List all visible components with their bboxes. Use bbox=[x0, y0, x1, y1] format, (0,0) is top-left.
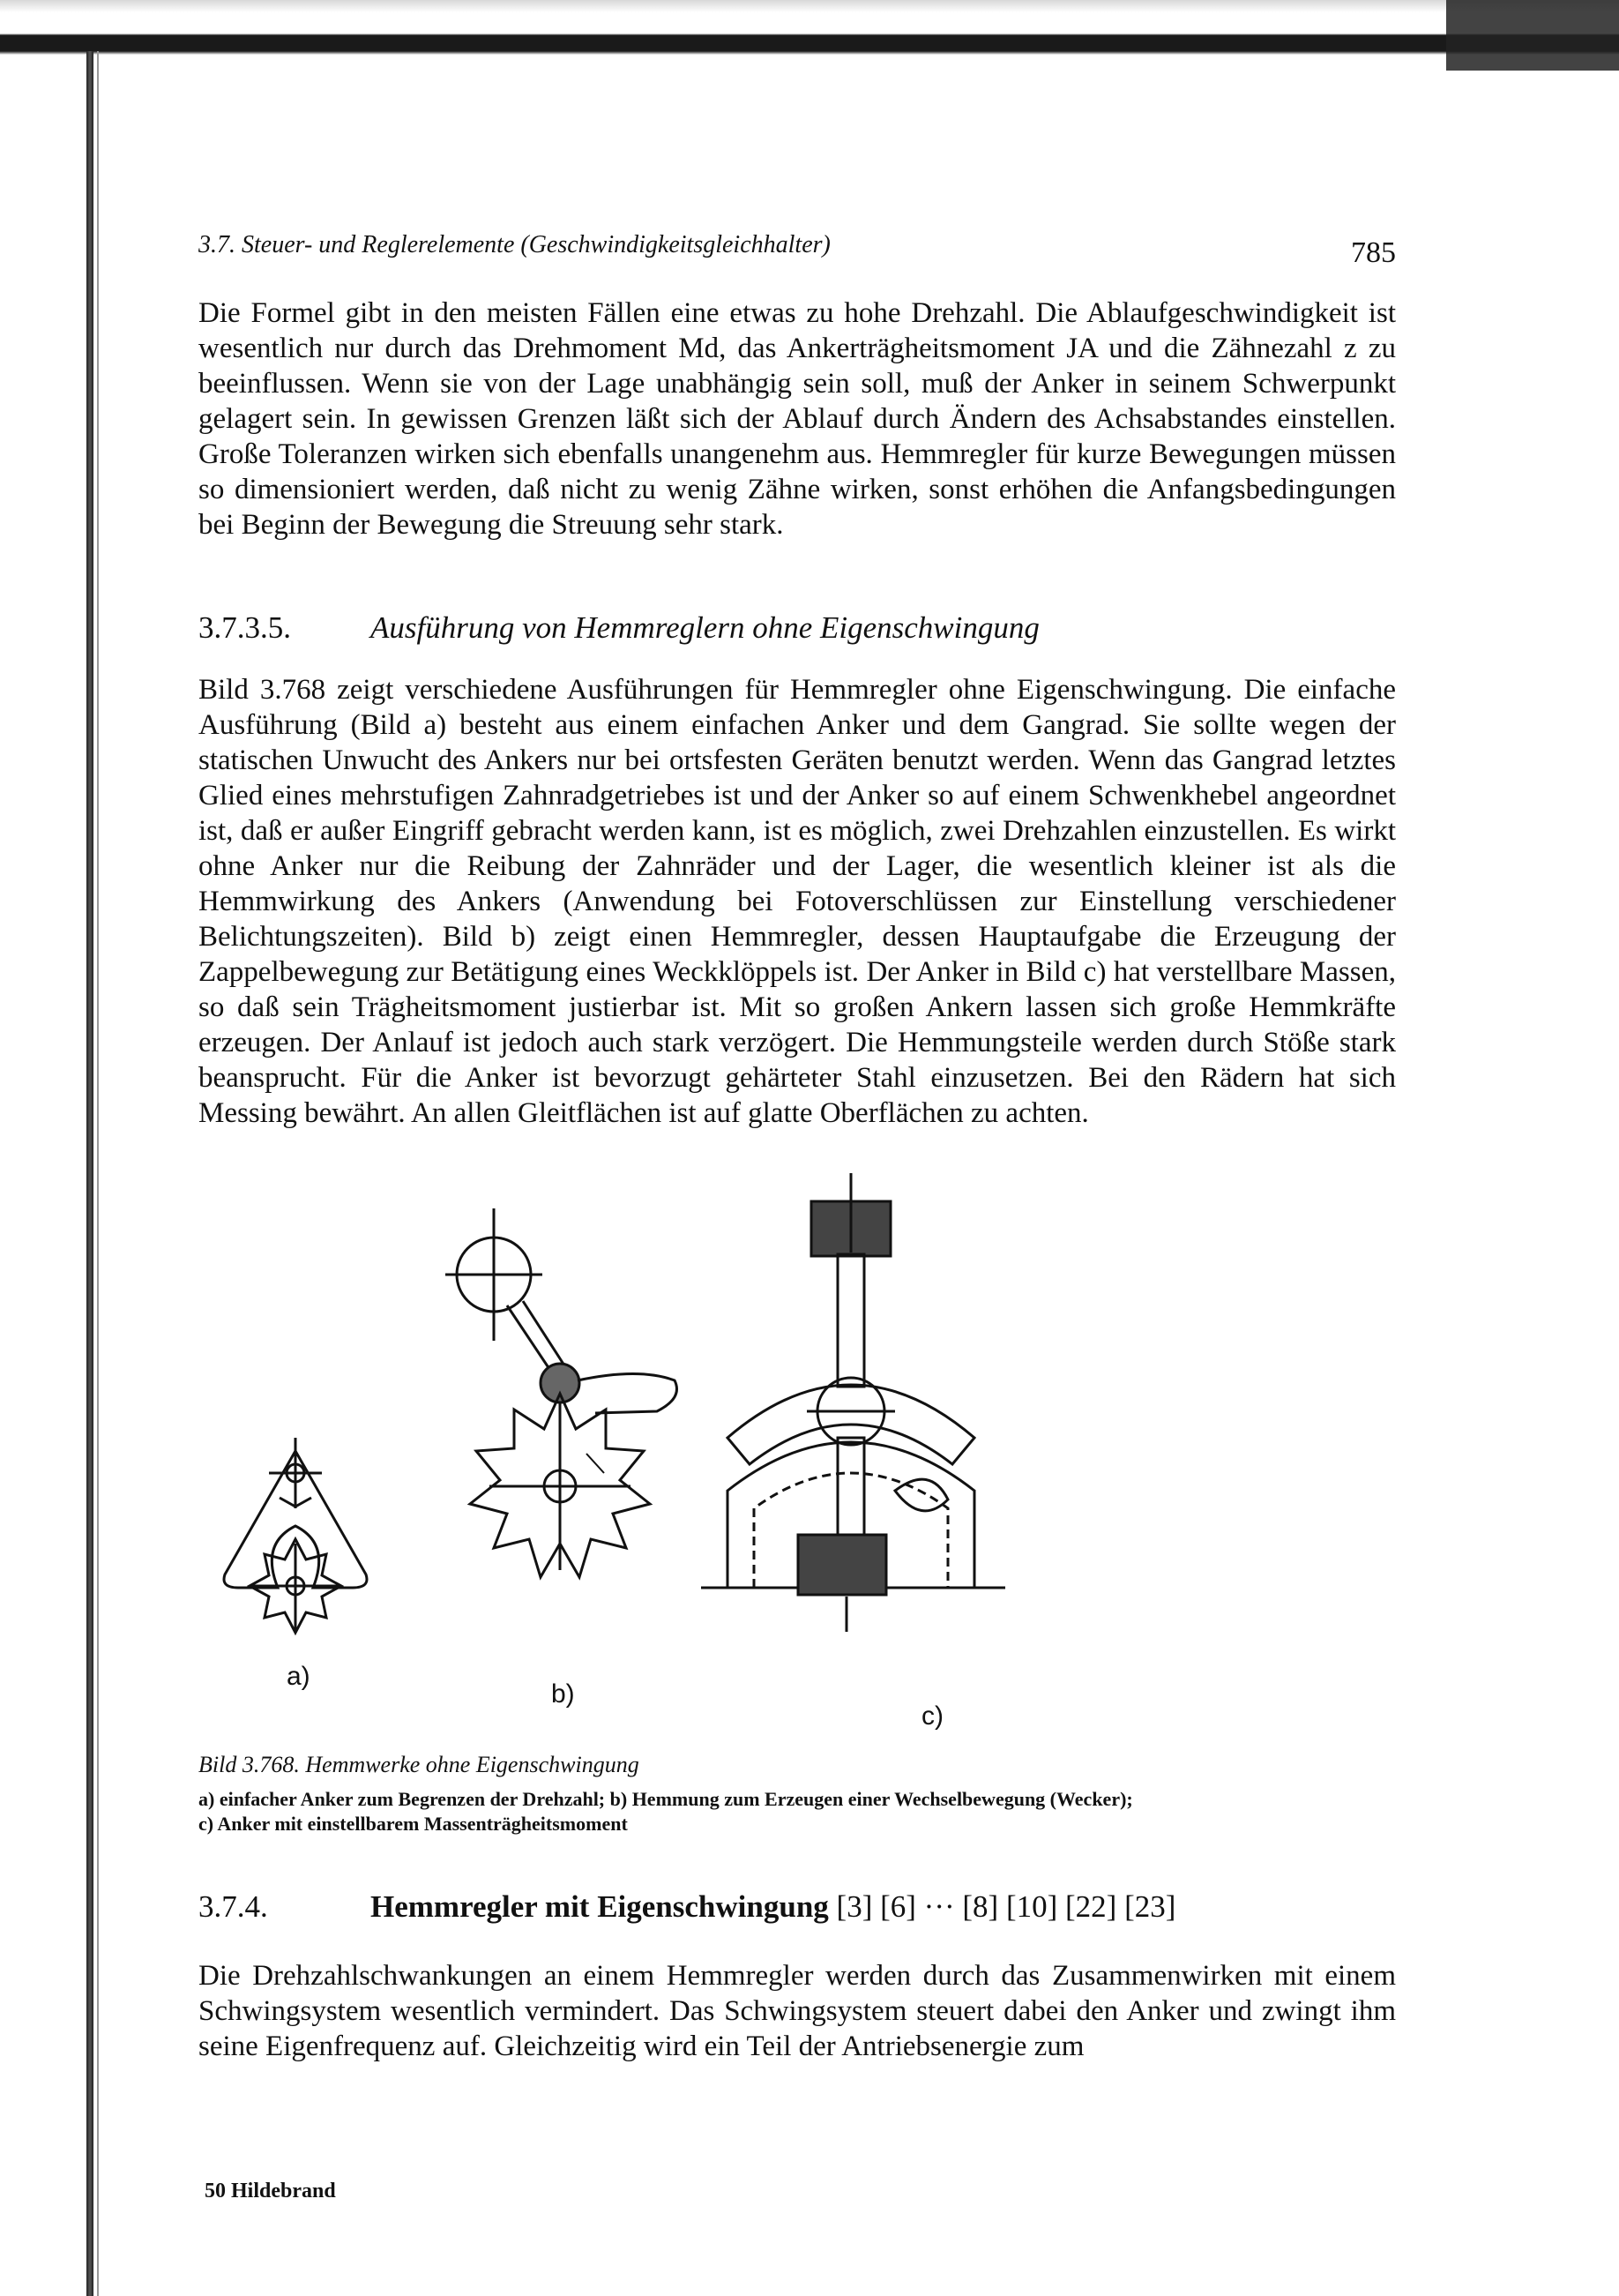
heading-title: Ausführung von Hemmreglern ohne Eigenschwingung bbox=[370, 610, 1040, 645]
heading-number: 3.7.4. bbox=[198, 1889, 268, 1924]
figure-a-escape-wheel bbox=[250, 1539, 341, 1633]
footer-signature: 50 Hildebrand bbox=[205, 2180, 336, 2203]
running-head bbox=[198, 231, 1396, 269]
figure-label-c: c) bbox=[921, 1701, 944, 1731]
paragraph-3: Die Drehzahlschwankungen an einem Hemmregler werden durch das Zusammenwirken mit einem Schwingsystem wesentlich vermindert. Das Schwingsystem steuert dabei den Anker und zwingt ihm seine Eigenfrequenz auf. Gleichzeitig wird ein Teil der Antriebsenergie zum bbox=[198, 1960, 1396, 2062]
figure-caption-line-2: c) Anker mit einstellbarem Massenträgheitsmoment bbox=[198, 1813, 628, 1835]
heading-title: Hemmregler mit Eigenschwingung bbox=[370, 1889, 829, 1924]
figure-label-b: b) bbox=[551, 1679, 575, 1709]
figure-c-upper-mass bbox=[811, 1173, 891, 1387]
figure-b-escape-wheel bbox=[470, 1394, 650, 1577]
figure-label-a: a) bbox=[287, 1662, 310, 1691]
running-head-section: 3.7. Steuer- und Reglerelemente (Geschwindigkeitsgleichhalter) bbox=[198, 231, 831, 258]
binding-edge-inner bbox=[97, 51, 99, 2296]
heading-number: 3.7.3.5. bbox=[198, 610, 291, 645]
figure-b-hammer bbox=[445, 1208, 677, 1413]
heading-3-7-4 bbox=[198, 1888, 1396, 1926]
heading-3-7-3-5 bbox=[198, 609, 1396, 647]
figure-caption-text bbox=[198, 1787, 1396, 1836]
heading-references: [3] [6] ··· [8] [10] [22] [23] bbox=[836, 1889, 1176, 1924]
scan-edge bbox=[0, 0, 1619, 71]
figure-caption-line-1: a) einfacher Anker zum Begrenzen der Drehzahl; b) Hemmung zum Erzeugen einer Wechselbewegung (Wecker); bbox=[198, 1788, 1133, 1810]
binding-edge bbox=[86, 51, 93, 2296]
figure-c-lower-mass bbox=[798, 1438, 886, 1632]
figure-caption-title: Bild 3.768. Hemmwerke ohne Eigenschwingung bbox=[198, 1752, 639, 1777]
paragraph-2: Bild 3.768 zeigt verschiedene Ausführungen für Hemmregler ohne Eigenschwingung. Die einfache Ausführung (Bild a) besteht aus einem einfachen Anker und dem Gangrad. Sie sollte wegen der statischen Unwucht des Ankers nur bei ortsfesten Geräten benutzt werden. Wenn das Gangrad letztes Glied eines mehrstufigen Zahnradgetriebes ist und der Anker so auf einem Schwenkhebel angeordnet ist, daß er außer Eingriff gebracht werden kann, ist es möglich, zwei Drehzahlen einzustellen. Es wirkt ohne Anker nur die Reibung der Zahnräder und der Lager, die wesentlich kleiner ist als die Hemmwirkung des Ankers (Anwendung bei Fotoverschlüssen zur Einstellung verschiedener Belichtungszeiten). Bild b) zeigt einen Hemmregler, dessen Hauptaufgabe die Erzeugung der Zappelbewegung zur Betätigung eines Weckklöppels ist. Der Anker in Bild c) hat verstellbare Massen, so daß sein Trägheitsmoment justierbar ist. Mit so großen Ankern lassen sich große Hemmkräfte erzeugen. Der Anlauf ist jedoch auch stark verzögert. Die Hemmungsteile werden durch Stöße stark beansprucht. Für die Anker ist bevorzugt gehärteter Stahl einzusetzen. Bei den Rädern hat sich Messing bewährt. An allen Gleitflächen ist auf glatte Oberflächen zu achten. bbox=[198, 674, 1396, 1129]
page-number: 785 bbox=[1351, 236, 1396, 269]
paragraph-1: Die Formel gibt in den meisten Fällen eine etwas zu hohe Drehzahl. Die Ablaufgeschwindigkeit ist wesentlich nur durch das Drehmoment Md, das Ankerträgheitsmoment JA und die Zähnezahl z zu beeinflussen. Wenn sie von der Lage unabhängig sein soll, muß der Anker in seinem Schwerpunkt gelagert sein. In gewissen Grenzen läßt sich der Ablauf durch Ändern des Achsabstandes einstellen. Große Toleranzen wirken sich ebenfalls unangenehm aus. Hemmregler für kurze Bewegungen müssen so dimensioniert werden, daß nicht zu wenig Zähne wirken, sonst erhöhen die Anfangsbedingungen bei Beginn der Bewegung die Streuung sehr stark. bbox=[198, 297, 1396, 541]
figure-drawing bbox=[198, 1173, 1396, 1738]
figure-c-anchor-arc bbox=[727, 1378, 974, 1464]
figure-3-768 bbox=[198, 1173, 1396, 1738]
